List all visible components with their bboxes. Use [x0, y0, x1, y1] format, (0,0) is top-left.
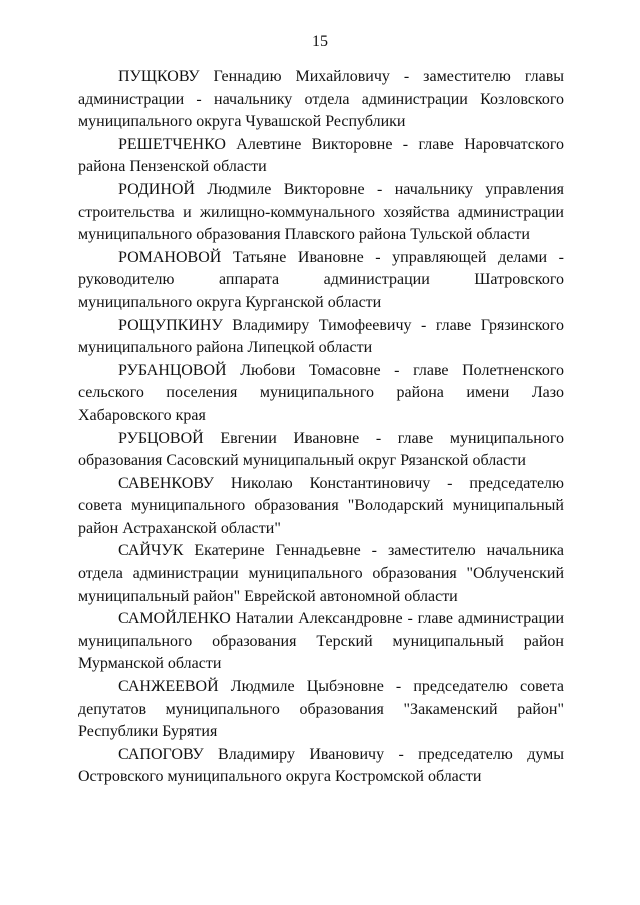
text-line: САЙЧУК Екатерине Геннадьевне - заместителю начальника: [118, 542, 564, 560]
text-line: сельского поселения муниципального района имени Лазо: [78, 384, 564, 402]
text-line: САНЖЕЕВОЙ Людмиле Цыбэновне - председателю совета: [118, 678, 564, 696]
text-line: Республики Бурятия: [78, 723, 218, 741]
list-item: [78, 540, 564, 608]
text-line: руководителю аппарата администрации Шатровского: [78, 271, 564, 289]
text-line: Хабаровского края: [78, 406, 206, 424]
text-line: САВЕНКОВУ Николаю Константиновичу - председателю: [118, 474, 564, 492]
text-line: муниципального образования Плавского района Тульской области: [78, 226, 530, 244]
text-line: депутатов муниципального образования "Закаменский район": [78, 700, 564, 718]
text-line: администрации - начальнику отдела администрации Козловского: [78, 90, 564, 108]
list-item: [78, 66, 564, 134]
text-line: ПУЩКОВУ Геннадию Михайловичу - заместителю главы: [118, 68, 564, 85]
text-line: строительства и жилищно-коммунального хозяйства администрации: [78, 203, 564, 221]
text-line: САПОГОВУ Владимиру Ивановичу - председателю думы: [118, 745, 564, 763]
award-list: [78, 66, 564, 789]
text-line: САМОЙЛЕНКО Наталии Александровне - главе администрации: [118, 610, 564, 628]
list-item: [78, 360, 564, 428]
text-line: района Пензенской области: [78, 158, 267, 176]
text-line: совета муниципального образования "Володарский муниципальный: [78, 497, 564, 515]
text-line: РОЩУПКИНУ Владимиру Тимофеевичу - главе Грязинского: [118, 316, 564, 334]
text-line: образования Сасовский муниципальный округ Рязанской области: [78, 452, 526, 470]
list-item: [78, 428, 564, 473]
list-item: [78, 744, 564, 789]
text-line: муниципального округа Курганской области: [78, 293, 382, 311]
text-line: район Астраханской области": [78, 519, 281, 537]
list-item: [78, 179, 564, 247]
list-item: [78, 473, 564, 541]
text-line: РОДИНОЙ Людмиле Викторовне - начальнику управления: [118, 180, 564, 198]
text-line: РЕШЕТЧЕНКО Алевтине Викторовне - главе Наровчатского: [118, 135, 564, 153]
text-line: муниципального района Липецкой области: [78, 339, 373, 357]
text-line: муниципальный район" Еврейской автономной области: [78, 587, 458, 605]
text-line: РУБАНЦОВОЙ Любови Томасовне - главе Полетненского: [118, 361, 564, 379]
page-number: 15: [312, 33, 328, 50]
text-line: Островского муниципального округа Костромской области: [78, 768, 482, 786]
list-item: [78, 134, 564, 179]
list-item: [78, 315, 564, 360]
text-line: отдела администрации муниципального образования "Облученский: [78, 565, 564, 583]
text-line: РУБЦОВОЙ Евгении Ивановне - главе муниципального: [118, 429, 564, 447]
list-item: [78, 247, 564, 315]
list-item: [78, 676, 564, 744]
text-line: Мурманской области: [78, 655, 222, 673]
list-item: [78, 608, 564, 676]
text-line: муниципального образования Терский муниципальный район: [78, 632, 564, 650]
text-line: муниципального округа Чувашской Республики: [78, 113, 406, 131]
text-line: РОМАНОВОЙ Татьяне Ивановне - управляющей делами -: [118, 248, 564, 266]
